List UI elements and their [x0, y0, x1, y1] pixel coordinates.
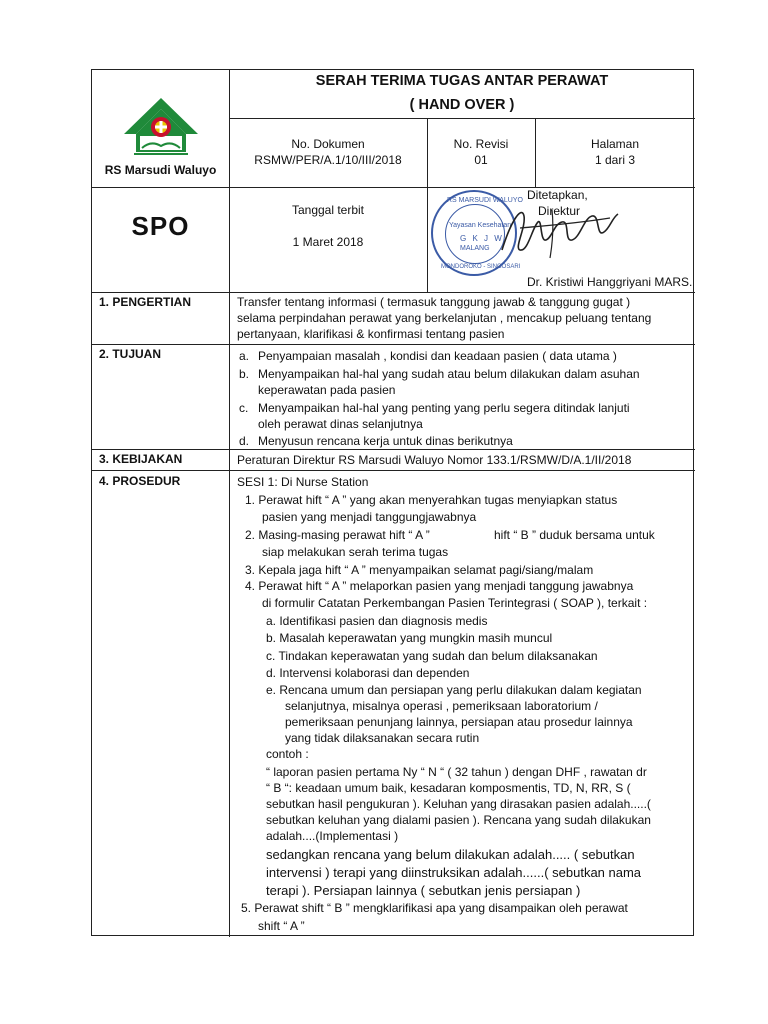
tujuan-text: Menyampaikan hal-hal yang penting yang perlu segera ditindak lanjuti	[258, 401, 630, 415]
doc-type-spo: SPO	[131, 211, 190, 241]
prosedur-sub-e-cont: selanjutnya, misalnya operasi , pemeriksaan laboratorium /	[285, 699, 598, 713]
pengertian-line: Transfer tentang informasi ( termasuk tanggung jawab & tanggung gugat )	[237, 295, 631, 309]
prosedur-example: “ laporan pasien pertama Ny “ N “ ( 32 tahun ) dengan DHF , rawatan dr	[266, 765, 647, 779]
doc-no-value: RSMW/PER/A.1/10/III/2018	[254, 153, 402, 167]
section-label-kebijakan: 3. KEBIJAKAN	[99, 452, 183, 466]
pengertian-line: selama perpindahan perawat yang berkelanjutan , mencakup peluang tentang	[237, 311, 652, 325]
director-title: Direktur	[538, 204, 581, 218]
kebijakan-text: Peraturan Direktur RS Marsudi Waluyo Nomor 133.1/RSMW/D/A.1/II/2018	[237, 453, 632, 467]
stamp-line1: Yayasan Kesehatan	[449, 222, 512, 229]
prosedur-step1: 1. Perawat hift “ A ” yang akan menyerahkan tugas menyiapkan status	[245, 493, 618, 507]
stamp-line2: G K J W	[460, 234, 504, 243]
prosedur-sub-c: c. Tindakan keperawatan yang sudah dan belum dilaksanakan	[266, 649, 598, 663]
section-label-prosedur: 4. PROSEDUR	[99, 474, 181, 488]
tujuan-text: oleh perawat dinas selanjutnya	[258, 417, 423, 431]
stamp-arc-text: RS MARSUDI WALUYO	[447, 197, 523, 204]
tujuan-text: Menyusun rencana kerja untuk dinas berikutnya	[258, 434, 513, 448]
prosedur-example: sebutkan keluhan yang dialami pasien ). Rencana yang sudah dilakukan	[266, 813, 651, 827]
header-row-divider	[92, 187, 695, 188]
issue-label: Tanggal terbit	[291, 203, 365, 217]
prosedur-sub-e-cont: pemeriksaan penunjang lainnya, persiapan atau prosedur lainnya	[285, 715, 633, 729]
issue-date: 1 Maret 2018	[292, 235, 364, 249]
prosedur-step1-cont: pasien yang menjadi tanggungjawabnya	[262, 510, 477, 524]
prosedur-step2: 2. Masing-masing perawat hift “ A ”	[245, 528, 430, 542]
row-divider-pengertian	[92, 292, 695, 293]
stamp-bottom-text: MONDOROKO - SINGOSARI	[441, 264, 521, 270]
prosedur-sub-a: a. Identifikasi pasien dan diagnosis medis	[266, 614, 488, 628]
prosedur-step5-cont: shift “ A ”	[258, 919, 305, 933]
hospital-logo	[120, 96, 202, 160]
director-signature	[492, 198, 622, 268]
tujuan-text: Penyampaian masalah , kondisi dan keadaan pasien ( data utama )	[258, 349, 617, 363]
prosedur-step2-b: hift “ B ” duduk bersama untuk	[494, 528, 655, 542]
revision-label: No. Revisi	[453, 137, 509, 151]
prosedur-example: sedangkan rencana yang belum dilakukan adalah..... ( sebutkan	[266, 847, 635, 862]
section-label-pengertian: 1. PENGERTIAN	[99, 295, 192, 309]
tujuan-text: Menyampaikan hal-hal yang sudah atau belum dilakukan dalam asuhan	[258, 367, 640, 381]
title-row-divider	[229, 118, 695, 119]
section-label-tujuan: 2. TUJUAN	[99, 347, 162, 361]
prosedur-sub-b: b. Masalah keperawatan yang mungkin masih muncul	[266, 631, 553, 645]
tujuan-mark: b.	[239, 367, 250, 381]
stamp-line3: MALANG	[460, 245, 490, 252]
prosedur-step3: 3. Kepala jaga hift “ A ” menyampaikan selamat pagi/siang/malam	[245, 563, 594, 577]
col-divider-left	[229, 70, 230, 449]
doc-title-line1: SERAH TERIMA TUGAS ANTAR PERAWAT	[315, 73, 609, 89]
prosedur-example: terapi ). Persiapan lainnya ( sebutkan jenis persiapan )	[266, 883, 581, 898]
hospital-logo-icon	[120, 96, 202, 160]
doc-title-line2: ( HAND OVER )	[409, 97, 515, 113]
prosedur-sub-e-cont: yang tidak dilaksanakan secara rutin	[285, 731, 480, 745]
prosedur-step4: 4. Perawat hift “ A ” melaporkan pasien yang menjadi tanggung jawabnya	[245, 579, 634, 593]
prosedur-example: intervensi ) terapi yang diinstruksikan adalah......( sebutkan nama	[266, 865, 642, 880]
spo-document	[91, 69, 694, 936]
director-name: Dr. Kristiwi Hanggriyani MARS.	[527, 275, 693, 289]
hospital-name: RS Marsudi Waluyo	[104, 163, 217, 177]
tujuan-mark: c.	[239, 401, 249, 415]
tujuan-mark: a.	[239, 349, 250, 363]
approved-label: Ditetapkan,	[527, 188, 588, 202]
prosedur-step4-cont: di formulir Catatan Perkembangan Pasien Terintegrasi ( SOAP ), terkait :	[262, 596, 648, 610]
page-value: 1 dari 3	[594, 153, 636, 167]
prosedur-sub-e: e. Rencana umum dan persiapan yang perlu dilakukan dalam kegiatan	[266, 683, 642, 697]
prosedur-example: sebutkan hasil pengukuran ). Keluhan yang dirasakan pasien adalah.....(	[266, 797, 651, 811]
col-divider-date	[427, 187, 428, 292]
prosedur-step2-cont: siap melakukan serah terima tugas	[262, 545, 449, 559]
page-label: Halaman	[590, 137, 640, 151]
row-divider-tujuan	[92, 344, 695, 345]
tujuan-mark: d.	[239, 434, 250, 448]
pengertian-line: pertanyaan, klarifikasi & konfirmasi tentang pasien	[237, 327, 505, 341]
revision-value: 01	[474, 153, 488, 167]
col-divider-lower	[229, 449, 230, 937]
prosedur-sesi: SESI 1: Di Nurse Station	[237, 475, 369, 489]
doc-no-label: No. Dokumen	[291, 137, 365, 151]
tujuan-text: keperawatan pada pasien	[258, 383, 396, 397]
prosedur-step5: 5. Perawat shift “ B ” mengklarifikasi apa yang disampaikan oleh perawat	[241, 901, 628, 915]
prosedur-sub-d: d. Intervensi kolaborasi dan dependen	[266, 666, 470, 680]
row-divider-prosedur	[92, 470, 695, 471]
prosedur-example: “ B “: keadaan umum baik, kesadaran komposmentis, TD, N, RR, S (	[266, 781, 631, 795]
prosedur-example: adalah....(Implementasi )	[266, 829, 399, 843]
prosedur-contoh: contoh :	[266, 747, 309, 761]
